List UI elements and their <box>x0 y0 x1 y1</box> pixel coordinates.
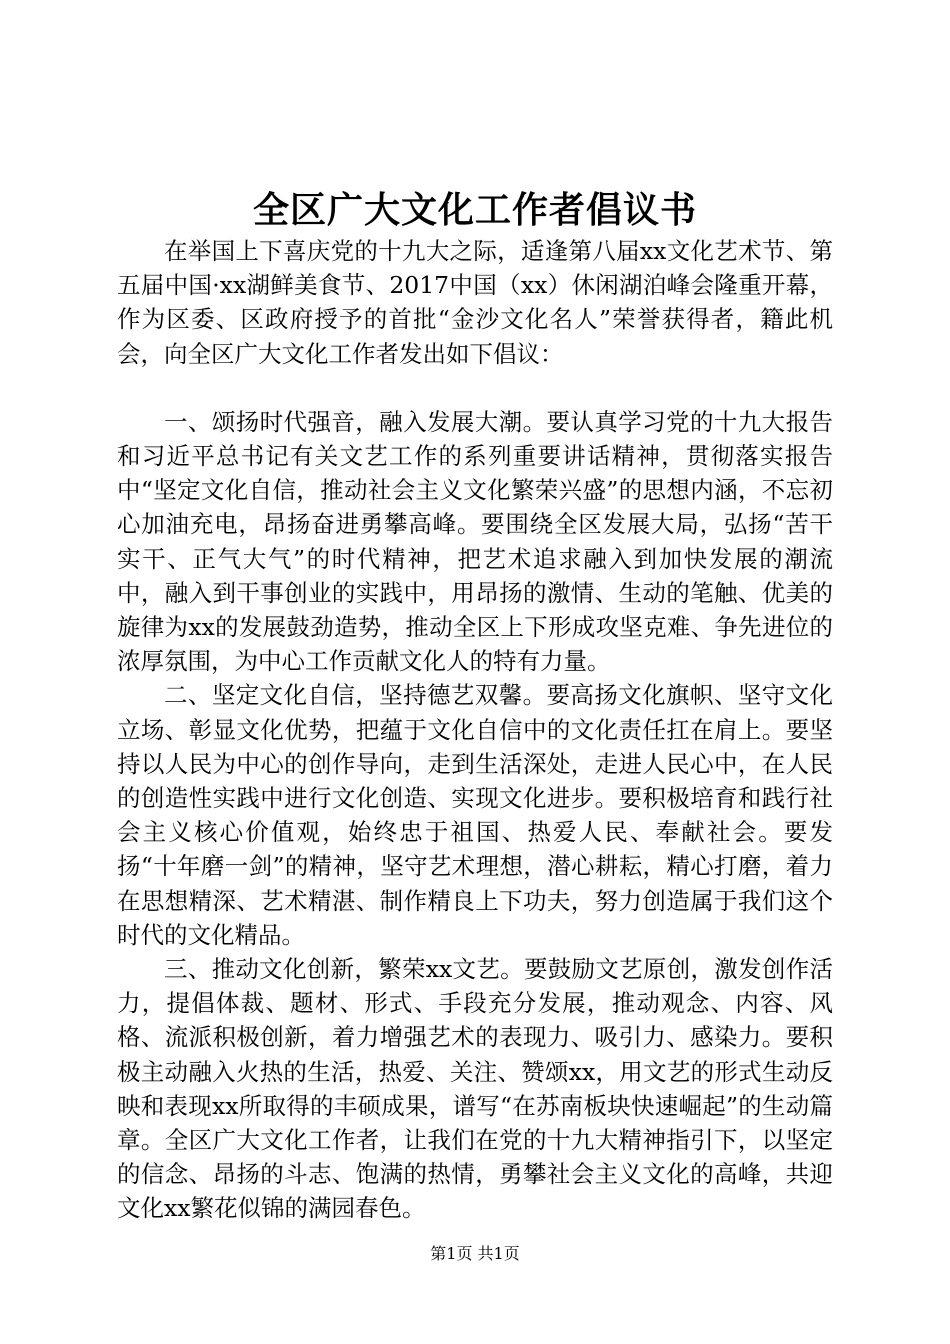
proposal-paragraph-2: 二、坚定文化自信，坚持德艺双馨。要高扬文化旗帜、坚守文化立场、彰显文化优势，把蕴于文化自信中的文化责任扛在肩上。要坚持以人民为中心的创作导向，走到生活深处，走进人民心中，在人民的创造性实践中进行文化创造、实现文化进步。要积极培育和践行社会主义核心价值观，始终忠于祖国、热爱人民、奉献社会。要发扬“十年磨一剑”的精神，坚守艺术理想，潜心耕耘，精心打磨，着力在思想精深、艺术精湛、制作精良上下功夫，努力创造属于我们这个时代的文化精品。 <box>117 681 833 949</box>
page-footer: 第1页 共1页 <box>430 1244 520 1263</box>
document-body <box>117 234 833 1226</box>
proposal-paragraph-3: 三、推动文化创新，繁荣xx文艺。要鼓励文艺原创，激发创作活力，提倡体裁、题材、形式、手段充分发展，推动观念、内容、风格、流派积极创新，着力增强艺术的表现力、吸引力、感染力。要积极主动融入火热的生活，热爱、关注、赞颂xx，用文艺的形式生动反映和表现xx所取得的丰硕成果，谱写“在苏南板块快速崛起”的生动篇章。全区广大文化工作者，让我们在党的十九大精神指引下，以坚定的信念、昂扬的斗志、饱满的热情，勇攀社会主义文化的高峰，共迎文化xx繁花似锦的满园春色。 <box>117 955 833 1223</box>
proposal-paragraph-1: 一、颂扬时代强音，融入发展大潮。要认真学习党的十九大报告和习近平总书记有关文艺工作的系列重要讲话精神，贯彻落实报告中“坚定文化自信，推动社会主义文化繁荣兴盛”的思想内涵，不忘初心加油充电，昂扬奋进勇攀高峰。要围绕全区发展大局，弘扬“苦干实干、正气大气”的时代精神，把艺术追求融入到加快发展的潮流中，融入到干事创业的实践中，用昂扬的激情、生动的笔触、优美的旋律为xx的发展鼓劲造势，推动全区上下形成攻坚克难、争先进位的浓厚氛围，为中心工作贡献文化人的特有力量。 <box>117 407 833 676</box>
paragraph-spacer <box>117 371 833 405</box>
document-title: 全区广大文化工作者倡议书 <box>252 189 697 231</box>
intro-paragraph: 在举国上下喜庆党的十九大之际，适逢第八届xx文化艺术节、第五届中国·xx湖鲜美食节、2017中国（xx）休闲湖泊峰会隆重开幕，作为区委、区政府授予的首批“金沙文化名人”荣誉获得者，籍此机会，向全区广大文化工作者发出如下倡议： <box>117 237 833 368</box>
